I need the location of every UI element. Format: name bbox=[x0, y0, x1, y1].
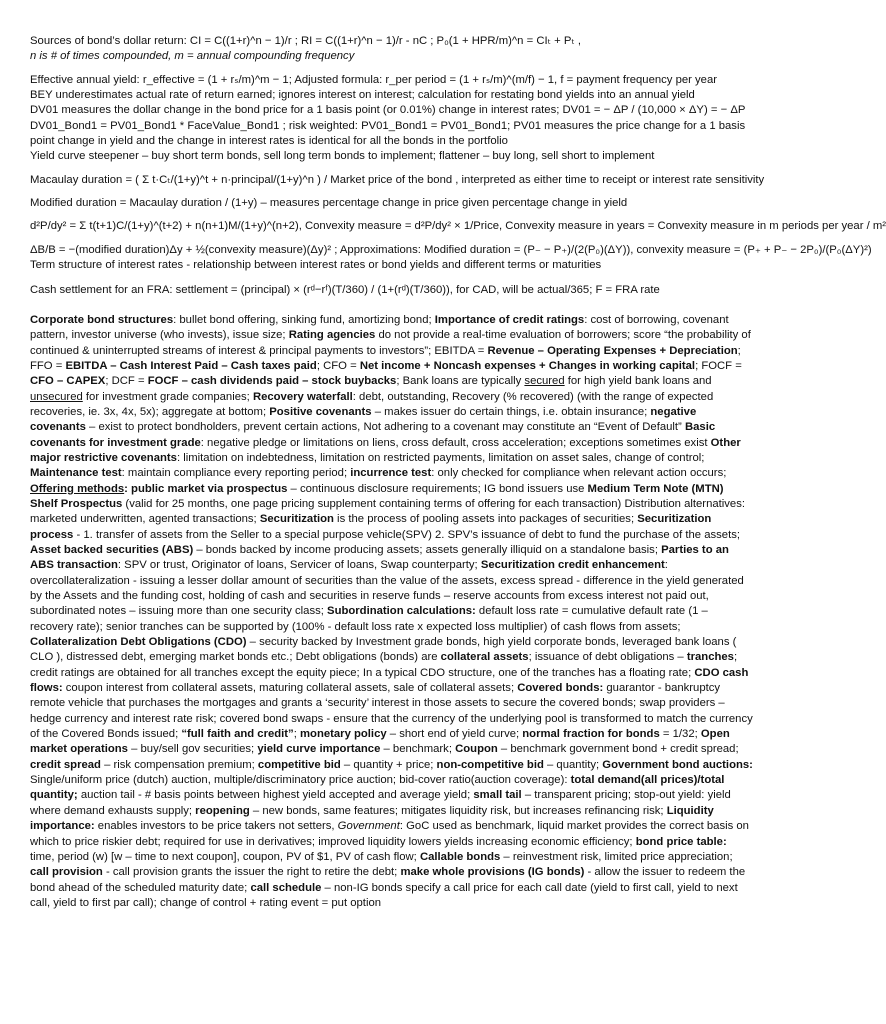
bold-term: Recovery waterfall bbox=[252, 390, 353, 403]
body-text: – transparent pricing; stop-out yield: yield where demand exhausts supply; bbox=[30, 789, 731, 817]
bold-term: Importance of credit ratings bbox=[434, 313, 585, 326]
body-text: : GoC used as benchmark, liquid market provides the correct basis on which to price riskier debt; required for use in derivatives; improved liquidity lowers yields increasing economic efficiency; bbox=[30, 820, 749, 848]
bold-term: Securitization process bbox=[30, 513, 712, 541]
body-text: – benchmark; bbox=[380, 743, 456, 756]
text-term-structure: Term structure of interest rates - relationship between interest rates or bond yields and different terms or maturities bbox=[30, 259, 602, 272]
bold-term: call schedule bbox=[250, 881, 322, 894]
body-text: – reinvestment risk, limited price appreciation; bbox=[500, 850, 733, 863]
bold-term: Rating agencies bbox=[288, 329, 376, 342]
bold-term: bond price table: bbox=[635, 835, 727, 848]
bold-term: call provision bbox=[30, 866, 103, 879]
bold-term: Callable bonds bbox=[419, 850, 501, 863]
body-text: - 1. transfer of assets from the Seller to a special purpose vehicle(SPV) 2. SPV’s issuance of debt to fund the purchase of the assets; bbox=[73, 528, 741, 541]
bold-term: Corporate bond structures bbox=[30, 313, 174, 326]
bold-term: negative covenants bbox=[30, 405, 697, 434]
bold-term: Securitization credit enhancement bbox=[480, 559, 665, 572]
formula-compounding-note: n is # of times compounded, m = annual compounding frequency bbox=[30, 50, 355, 63]
bold-term: total demand(all prices)/total quantity; bbox=[30, 774, 725, 802]
body-text: – quantity; bbox=[543, 758, 603, 771]
formula-modified-duration: Modified duration = Macaulay duration / (1+y) – measures percentage change in price given percentage change in yield bbox=[30, 197, 628, 210]
body-text: : overcollateralization - issuing a lesser dollar amount of securities than the value of the assets, excess spread - difference in the yield generated by the Assets and the funding cost, holding of cash and securities in reserve funds – reserve accounts from excess interest not paid out, subordinated notes – issuing more than one security class; bbox=[30, 559, 744, 618]
bold-term: Collateralization Debt Obligations (CDO) bbox=[30, 636, 247, 649]
body-text: ; Bank loans are typically bbox=[396, 375, 525, 388]
bold-term: Coupon bbox=[455, 743, 498, 756]
underlined-term: unsecured bbox=[30, 390, 83, 403]
body-text: time, period (w) [w – time to next coupon], coupon, PV of $1, PV of cash flow; bbox=[30, 850, 420, 863]
body-text: ; bbox=[293, 728, 300, 741]
body-text: enables investors to be price takers not setters, bbox=[94, 820, 338, 833]
formula-bond-return: Sources of bond’s dollar return: CI = C((1+r)^n − 1)/r ; RI = C((1+r)^n − 1)/r - nC ; P₀(1 + HPR/m)^n = CIₜ + Pₜ , bbox=[30, 35, 581, 47]
body-text: auction tail - # basis points between highest yield accepted and average yield; bbox=[77, 789, 474, 802]
bold-term: Asset backed securities (ABS) bbox=[30, 543, 194, 556]
bold-underlined-term: Offering methods bbox=[30, 482, 125, 495]
bold-term: Liquidity importance: bbox=[30, 804, 714, 833]
bold-term: Government bond auctions: bbox=[602, 758, 753, 771]
formula-dv01: DV01 measures the dollar change in the bond price for a 1 basis point (or 0.01%) change in interest rates; DV01 = − ΔP / (10,000 × ΔY) = − ΔP bbox=[30, 104, 746, 117]
bold-term: Covered bonds: bbox=[517, 682, 604, 695]
body-text: : debt, outstanding, Recovery (% recovered) (with the range of expected recoveries, ie. 3x, 4x, 5x); aggregate at bottom; bbox=[30, 390, 714, 418]
body-text: Single/uniform price (dutch) auction, multiple/discriminatory price auction; bid-cover ratio(auction coverage): bbox=[30, 774, 571, 787]
body-text: do not provide a real-time evaluation of borrowers; score “the probability of continued & uninterrupted streams of interest & principal payments to investors”; EBITDA = bbox=[30, 329, 751, 357]
bold-term: FOCF – cash dividends paid – stock buybacks bbox=[147, 375, 397, 388]
bold-term: small tail bbox=[473, 789, 522, 802]
body-text: ; FOCF = bbox=[695, 359, 742, 372]
body-text: (valid for 25 months, one page pricing supplement containing terms of offering for each transaction) Distribution alternatives: marketed underwritten, agented transactions; bbox=[30, 497, 746, 526]
body-text: – buy/sell gov securities; bbox=[127, 743, 258, 756]
bold-term: “full faith and credit” bbox=[181, 728, 294, 741]
formula-effective-yield: Effective annual yield: r_effective = (1 + rₛ/m)^m − 1; Adjusted formula: r_per period = (1 + rₛ/m)^(m/f) − 1, f = payment frequency per year bbox=[30, 73, 718, 86]
bold-term: Parties to an ABS transaction bbox=[30, 543, 729, 572]
bold-term: yield curve importance bbox=[257, 743, 381, 756]
formula-macaulay-duration: Macaulay duration = ( Σ t·Cₜ/(1+y)^t + n·principal/(1+y)^n ) / Market price of the bond , interpreted as either time to receipt or interest rate sensitivity bbox=[30, 173, 765, 186]
body-text: is the process of pooling assets into packages of securities; bbox=[333, 513, 638, 526]
body-text: – non-IG bonds specify a call price for each call date (yield to first call, yield to next call, yield to first par call); change of control + rating event = put option bbox=[30, 881, 738, 909]
body-text: : only checked for compliance when relevant action occurs; bbox=[431, 467, 727, 480]
body-text: – risk compensation premium; bbox=[100, 758, 258, 771]
body-text: guarantor - bankruptcy remote vehicle that purchases the mortgages and grants a ‘security’ interest in those assets to secure the covered bonds; swap providers – hedge currency and interest rate risk; covered bond swaps - ensure that the currency of the underlying pool is transformed to match the currency of the Covered Bonds issued; bbox=[30, 682, 753, 741]
text-bey: BEY underestimates actual rate of return earned; ignores interest on interest; calculation for restating bond yields into an annual yield bbox=[30, 89, 695, 102]
bold-term: monetary policy bbox=[300, 728, 387, 741]
bold-term: competitive bid bbox=[257, 758, 341, 771]
bold-term: Basic covenants for investment grade bbox=[30, 421, 716, 449]
body-text: : SPV or trust, Originator of loans, Servicer of loans, Swap counterparty; bbox=[117, 559, 481, 572]
bold-term: credit spread bbox=[30, 758, 101, 771]
body-text: : bullet bond offering, sinking fund, amortizing bond; bbox=[173, 313, 435, 326]
bold-term: Medium Term Note (MTN) Shelf Prospectus bbox=[30, 482, 724, 510]
bold-term: EBITDA – Cash Interest Paid – Cash taxes paid bbox=[65, 359, 317, 372]
text-yield-curve: Yield curve steepener – buy short term bonds, sell long term bonds to implement; flattener – buy long, sell short to implement bbox=[30, 150, 655, 163]
body-text: : limitation on indebtedness, limitation on restricted payments, limitation on asset sales, change of control; bbox=[176, 451, 705, 464]
body-text: : cost of borrowing, covenant pattern, investor universe (who invests), issue size; bbox=[30, 313, 729, 342]
bold-term: collateral assets bbox=[440, 651, 529, 664]
body-text: – new bonds, same features; mitigates liquidity risk, but increases refinancing risk; bbox=[249, 804, 667, 817]
bold-term: Securitization bbox=[259, 513, 334, 526]
body-text: ; FFO = bbox=[30, 344, 741, 372]
formula-pv01: DV01_Bond1 = PV01_Bond1 * FaceValue_Bond1 ; risk weighted: PV01_Bond1 = PV01_Bond1; PV01 measures the price change for a 1 basis bbox=[30, 119, 746, 132]
body-text: for high yield bank loans and bbox=[564, 375, 712, 388]
bold-term: normal fraction for bonds bbox=[522, 728, 660, 741]
body-text: ; credit ratings are obtained for all tranches except the equity piece; In a typical CDO structure, one of the tranches has a floating rate; bbox=[30, 651, 738, 679]
bold-term: incurrence test bbox=[350, 467, 432, 480]
body-text: - allow the issuer to redeem the bond ahead of the scheduled maturity date; bbox=[30, 866, 746, 894]
underlined-term: secured bbox=[524, 375, 565, 388]
formula-fra-settlement: Cash settlement for an FRA: settlement = (principal) × (rᵈ−rᶠ)(T/360) / (1+(rᵈ)(T/360)), for CAD, will be actual/365; F = FRA rate bbox=[30, 284, 660, 297]
bold-term: Subordination calculations: bbox=[327, 605, 476, 618]
body-text: – short end of yield curve; bbox=[386, 728, 523, 741]
bold-term: non-competitive bid bbox=[436, 758, 544, 771]
bold-term: Maintenance test bbox=[30, 467, 122, 480]
body-text: ; issuance of debt obligations – bbox=[528, 651, 687, 664]
body-text: : maintain compliance every reporting period; bbox=[121, 467, 351, 480]
bold-term: Revenue – Operating Expenses + Depreciation bbox=[487, 344, 738, 357]
bold-term: Positive covenants bbox=[269, 405, 372, 418]
italic-term: Government bbox=[337, 820, 400, 833]
body-text: – benchmark government bond + credit spread; bbox=[497, 743, 739, 756]
bold-term: CDO cash flows: bbox=[30, 666, 749, 695]
body-text: – exist to protect bondholders, prevent certain actions, Not adhering to a covenant may constitute an “Event of Default” bbox=[85, 421, 685, 434]
bold-term: CFO – CAPEX bbox=[30, 375, 106, 388]
body-text: ; DCF = bbox=[105, 375, 148, 388]
body-text: coupon interest from collateral assets, maturing collateral assets, sale of collateral assets; bbox=[62, 682, 518, 695]
body-text: – quantity + price; bbox=[340, 758, 437, 771]
body-text: – makes issuer do certain things, i.e. obtain insurance; bbox=[371, 405, 651, 418]
body-text: default loss rate = cumulative default rate (1 – recovery rate); senior tranches can be supported by (100% - default loss rate x expected loss multiplier) of cash flows from assets; bbox=[30, 605, 708, 633]
bold-term: Other major restrictive covenants bbox=[30, 436, 741, 464]
notes-paragraph bbox=[30, 313, 754, 911]
formula-approximations: ΔB/B = −(modified duration)Δy + ½(convexity measure)(Δy)² ; Approximations: Modified duration = (P₋ − P₊)/(2(P₀)(ΔY)), convexity measure = (P₊ + P₋ − 2P₀)/(P₀(ΔY)²) bbox=[30, 243, 872, 256]
bold-term: Net income + Noncash expenses + Changes in working capital bbox=[359, 359, 696, 372]
bold-term: : public market via prospectus bbox=[124, 482, 288, 495]
body-text: – continuous disclosure requirements; IG bond issuers use bbox=[287, 482, 588, 495]
body-text: - call provision grants the issuer the right to retire the debt; bbox=[102, 866, 401, 879]
body-text: = 1/32; bbox=[659, 728, 701, 741]
bold-term: reopening bbox=[195, 804, 250, 817]
bold-term: Open market operations bbox=[30, 728, 730, 756]
body-text: : negative pledge or limitations on liens, cross default, cross acceleration; exceptions sometimes exist bbox=[200, 436, 711, 449]
bold-term: tranches bbox=[686, 651, 734, 664]
text-pv01-note: point change in yield and the change in interest rates is identical for all the bonds in the portfolio bbox=[30, 135, 508, 148]
body-text: – bonds backed by income producing assets; assets generally illiquid on a standalone basis; bbox=[193, 543, 662, 556]
body-text: – security backed by Investment grade bonds, high yield corporate bonds, leveraged bank loans ( CLO ), distressed debt, emerging market bonds etc.; Debt obligations (bonds) are bbox=[30, 636, 737, 664]
bold-term: make whole provisions (IG bonds) bbox=[400, 866, 585, 879]
body-text: for investment grade companies; bbox=[82, 390, 253, 403]
body-text: ; CFO = bbox=[316, 359, 360, 372]
formula-convexity: d²P/dy² = Σ t(t+1)C/(1+y)^(t+2) + n(n+1)M/(1+y)^(n+2), Convexity measure = d²P/dy² × 1/Price, Convexity measure in years = Convexity measure in m periods per year / m² bbox=[30, 220, 886, 233]
